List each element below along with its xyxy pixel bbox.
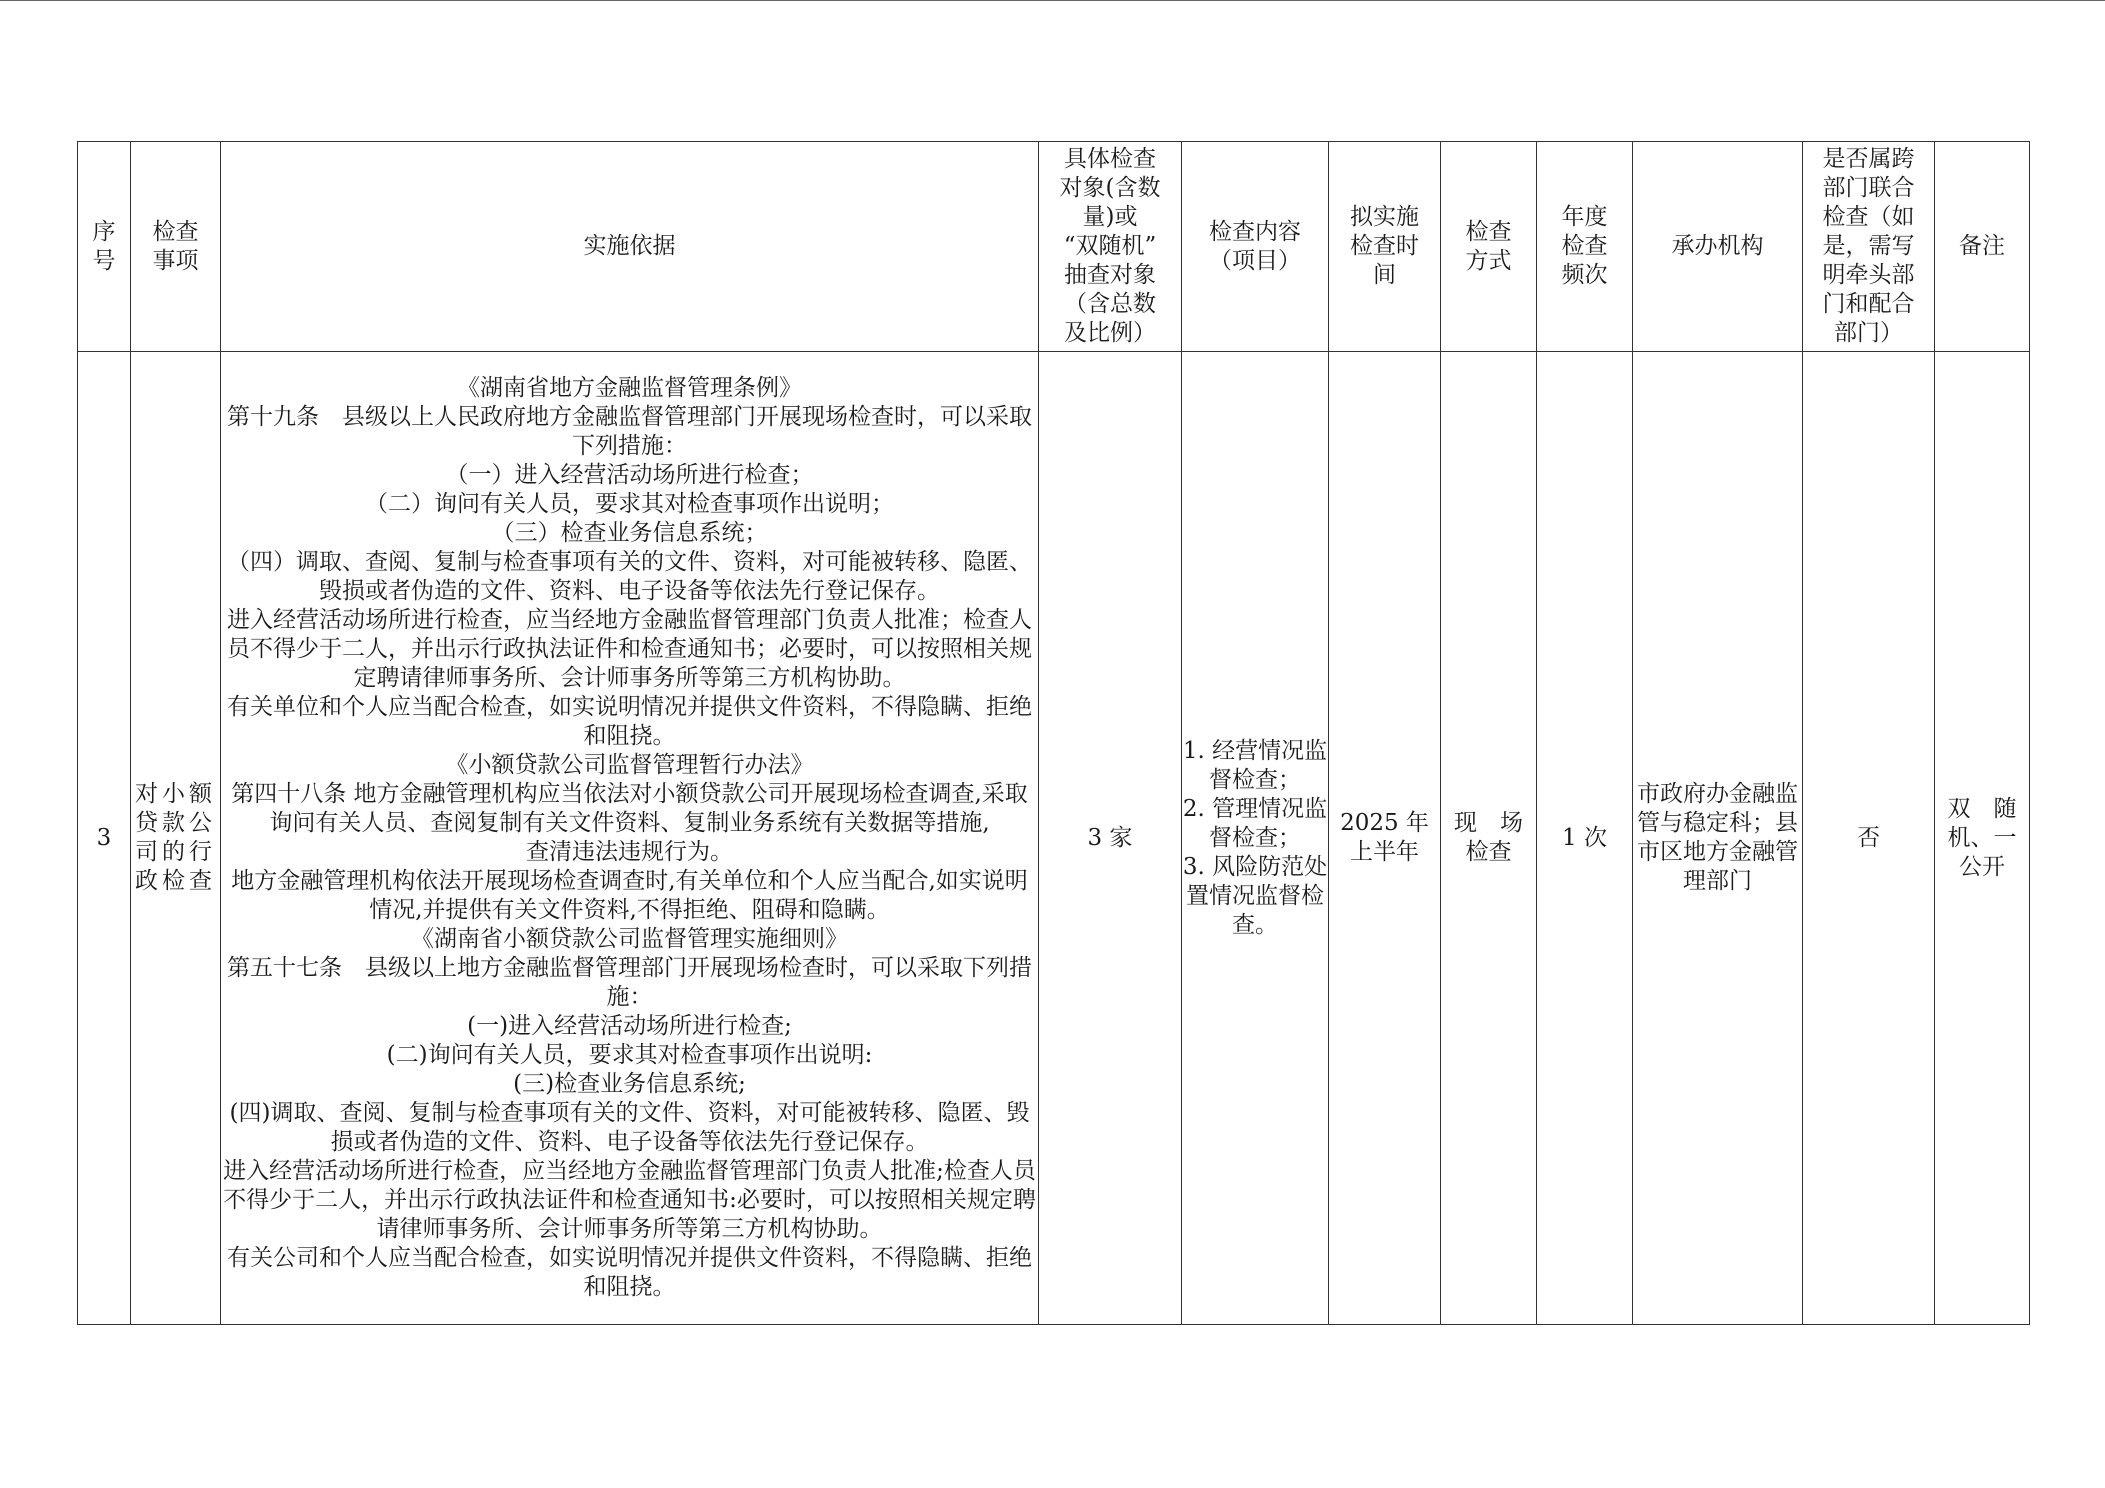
cell-joint: 否 [1803, 352, 1935, 1325]
cell-content: 1. 经营情况监督检查； 2. 管理情况监督检查； 3. 风险防范处置情况监督检查。 [1182, 352, 1329, 1325]
cell-remark: 双 随 机、一 公开 [1935, 352, 2030, 1325]
header-agency: 承办机构 [1633, 142, 1803, 352]
cell-time: 2025 年 上半年 [1329, 352, 1441, 1325]
cell-item: 对小额贷款公司的行政检查 [131, 352, 221, 1325]
header-item: 检查 事项 [131, 142, 221, 352]
header-seq: 序 号 [78, 142, 131, 352]
cell-seq: 3 [78, 352, 131, 1325]
cell-basis: 《湖南省地方金融监督管理条例》 第十九条 县级以上人民政府地方金融监督管理部门开展现场检查时，可以采取下列措施： （一）进入经营活动场所进行检查； （二）询问有关人员，要求其对检查事项作出说明； （三）检查业务信息系统； （四）调取、查阅、复制与检查事项有关的文件、资料，对可能被转移、隐匿、毁损或者伪造的文件、资料、电子设备等依法先行登记保存。 进入经营活动场所进行检查，应当经地方金融监督管理部门负责人批准；检查人员不得少于二人，并出示行政执法证件和检查通知书；必要时，可以按照相关规定聘请律师事务所、会计师事务所等第三方机构协助。 有关单位和个人应当配合检查，如实说明情况并提供文件资料，不得隐瞒、拒绝和阻挠。 《小额贷款公司监督管理暂行办法》 第四十八条 地方金融管理机构应当依法对小额贷款公司开展现场检查调查,采取询问有关人员、查阅复制有关文件资料、复制业务系统有关数据等措施, 查清违法违规行为。 地方金融管理机构依法开展现场检查调查时,有关单位和个人应当配合,如实说明情况,并提供有关文件资料,不得拒绝、阻碍和隐瞒。 《湖南省小额贷款公司监督管理实施细则》 第五十七条 县级以上地方金融监督管理部门开展现场检查时，可以采取下列措施： (一)进入经营活动场所进行检查; (二)询问有关人员，要求其对检查事项作出说明: (三)检查业务信息系统; (四)调取、查阅、复制与检查事项有关的文件、资料，对可能被转移、隐匿、毁损或者伪造的文件、资料、电子设备等依法先行登记保存。 进入经营活动场所进行检查，应当经地方金融监督管理部门负责人批准;检查人员不得少于二人，并出示行政执法证件和检查通知书:必要时，可以按照相关规定聘请律师事务所、会计师事务所等第三方机构协助。 有关公司和个人应当配合检查，如实说明情况并提供文件资料，不得隐瞒、拒绝和阻挠。 [221, 352, 1039, 1325]
header-time: 拟实施 检查时 间 [1329, 142, 1441, 352]
header-target: 具体检查 对象(含数 量)或 “双随机” 抽查对象 （含总数 及比例） [1039, 142, 1182, 352]
table-row [78, 352, 2030, 1325]
cell-frequency: 1 次 [1537, 352, 1633, 1325]
inspection-table [77, 141, 2030, 1325]
cell-method: 现 场 检查 [1441, 352, 1537, 1325]
top-rule [0, 0, 2105, 1]
header-row [78, 142, 2030, 352]
header-frequency: 年度 检查 频次 [1537, 142, 1633, 352]
header-joint: 是否属跨 部门联合 检查（如 是，需写 明牵头部 门和配合 部门） [1803, 142, 1935, 352]
cell-target: 3 家 [1039, 352, 1182, 1325]
cell-agency: 市政府办金融监管与稳定科；县市区地方金融管理部门 [1633, 352, 1803, 1325]
header-method: 检查 方式 [1441, 142, 1537, 352]
header-content: 检查内容 （项目） [1182, 142, 1329, 352]
header-remark: 备注 [1935, 142, 2030, 352]
header-basis: 实施依据 [221, 142, 1039, 352]
